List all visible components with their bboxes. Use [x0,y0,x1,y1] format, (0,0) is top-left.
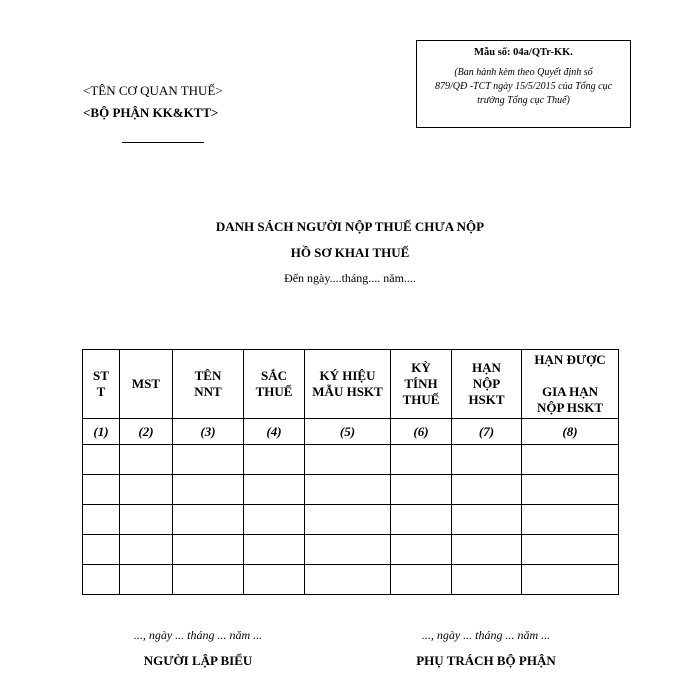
col-number: (6) [391,419,452,445]
table-row [83,505,619,535]
preparer-date: ..., ngày ... tháng ... năm ... [133,628,263,642]
table-row [83,535,619,565]
agency-divider [122,142,204,143]
form-note-line2: 879/QĐ -TCT ngày 15/5/2015 của Tổng cục trưởng Tổng cục Thuế) [434,81,613,106]
header-ten-nnt: TÊN NNT [173,350,244,419]
header-ky-hieu: KÝ HIỆU MẪU HSKT [305,350,391,419]
form-code-box [416,40,631,128]
header-sac-thue: SẮC THUẾ [244,350,305,419]
header-ky-tinh-thue: KỲ TÍNH THUẾ [391,350,452,419]
table-row [83,445,619,475]
document-title: DANH SÁCH NGƯỜI NỘP THUẾ CHƯA NỘP [215,219,485,234]
department-name: <BỘ PHẬN KK&KTT> [83,105,219,120]
header-han-duoc-gia-han: HẠN ĐƯỢC GIA HẠN NỘP HSKT [522,350,619,419]
form-note-line1: (Ban hành kèm theo Quyết định số [454,67,593,78]
taxpayer-table [82,349,619,595]
department-head-date: ..., ngày ... tháng ... năm ... [421,628,551,642]
preparer-title: NGƯỜI LẬP BIỂU [143,653,253,668]
col-number: (4) [244,419,305,445]
col-number: (8) [522,419,619,445]
department-head-title: PHỤ TRÁCH BỘ PHẬN [416,653,556,668]
table-row [83,475,619,505]
header-mst: MST [120,350,173,419]
table-row [83,565,619,595]
document-date-line: Đến ngày....tháng.... năm.... [284,271,416,285]
table-header-row [83,350,619,419]
agency-name: <TÊN CƠ QUAN THUẾ> [83,83,223,98]
preparer-signature-block [78,628,318,669]
document-subtitle: HỒ SƠ KHAI THUẾ [290,245,410,260]
col-number: (1) [83,419,120,445]
form-code: Mẫu số: 04a/QTr-KK. [474,47,573,58]
department-head-signature-block [366,628,606,669]
col-number: (7) [452,419,522,445]
table-number-row [83,419,619,445]
col-number: (3) [173,419,244,445]
col-number: (5) [305,419,391,445]
header-stt: ST T [83,350,120,419]
agency-block [83,80,223,124]
header-han-nop: HẠN NỘP HSKT [452,350,522,419]
col-number: (2) [120,419,173,445]
